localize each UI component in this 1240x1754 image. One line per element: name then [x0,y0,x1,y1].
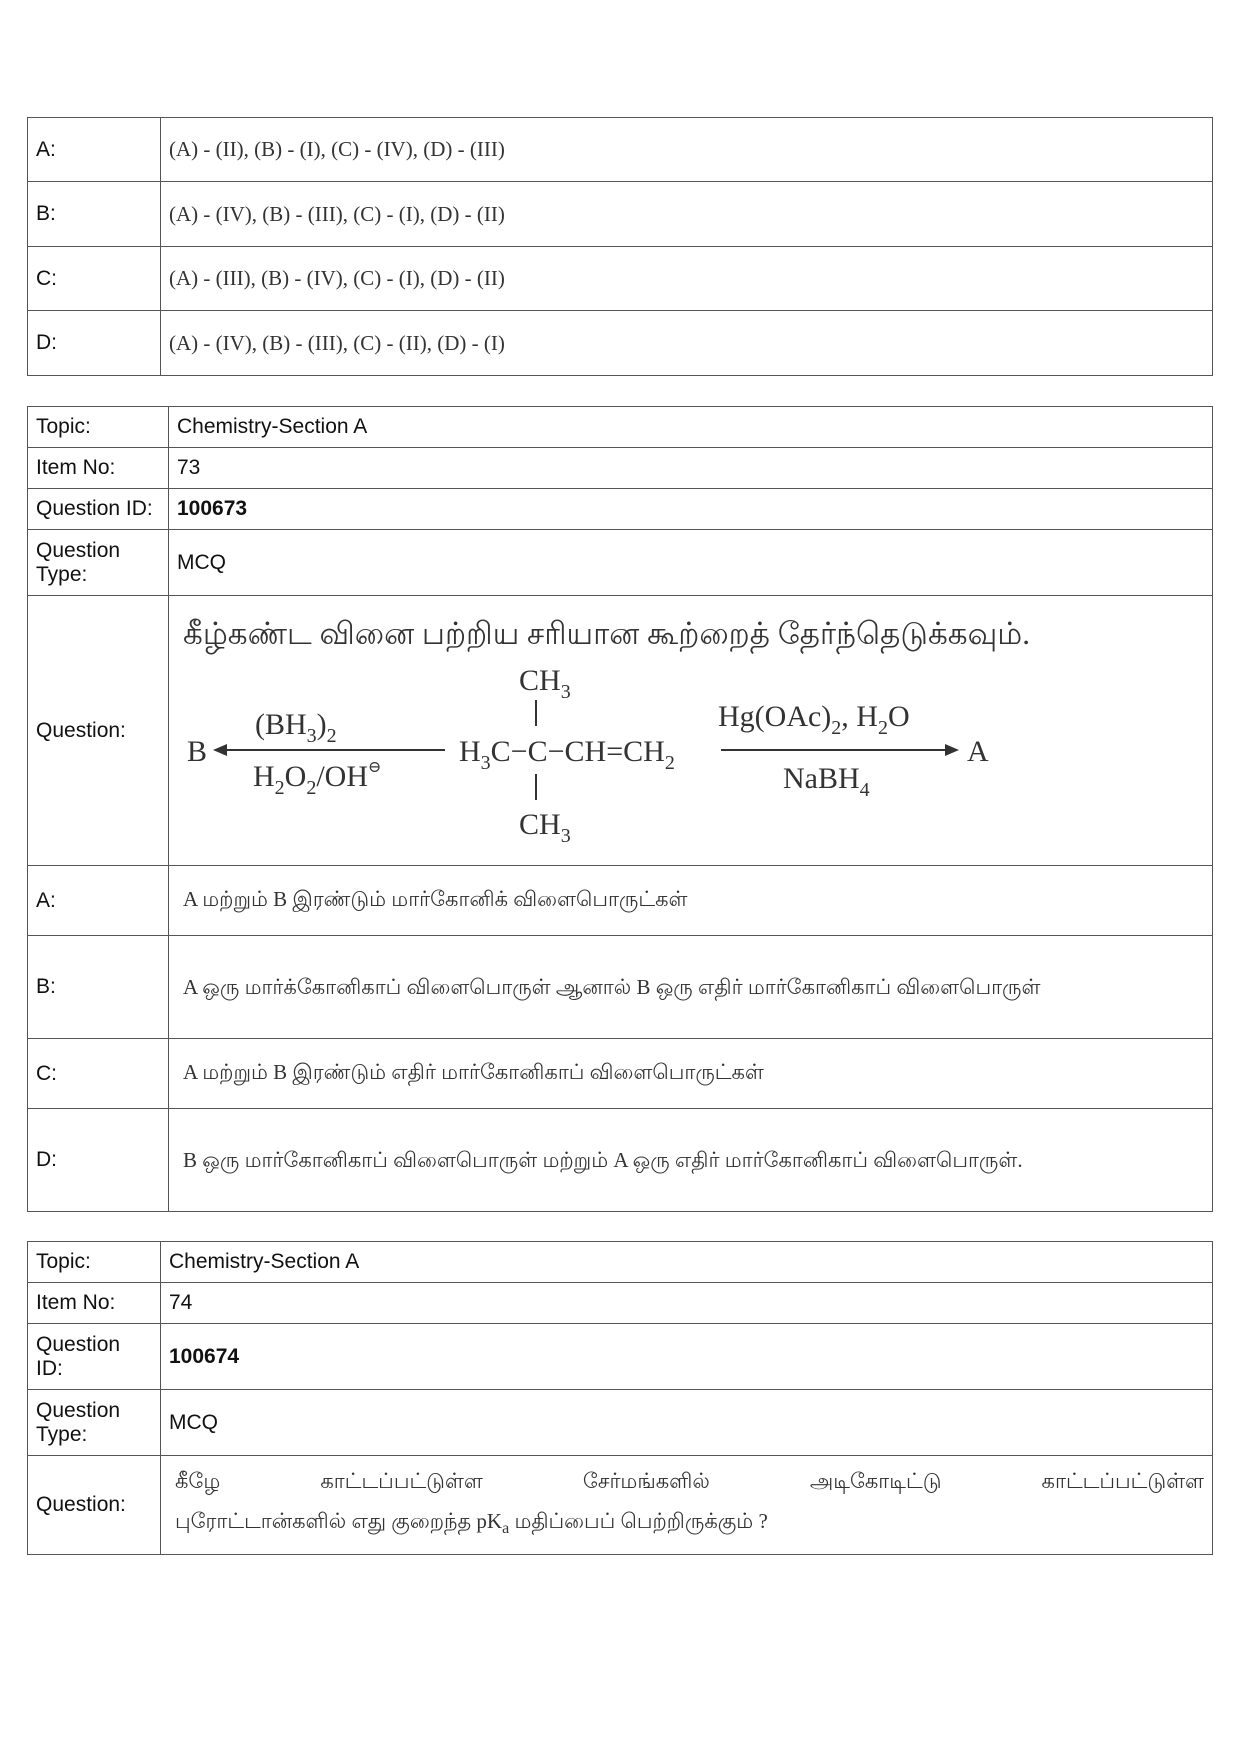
item-no-label: Item No: [28,448,169,489]
question-74-table [27,1241,1213,1555]
option-d-text: B ஒரு மார்கோனிகாப் விளைபொருள் மற்றும் A ஒரு எதிர் மார்கோனிகாப் விளைபொருள். [169,1109,1213,1212]
question-label: Question: [28,596,169,866]
topic-label: Topic: [28,407,169,448]
option-c-label: C: [28,1039,169,1109]
option-b-label: B: [28,182,161,247]
item-no-value: 74 [161,1283,1213,1324]
left-arrowhead [213,744,227,756]
question-id-value: 100674 [161,1324,1213,1390]
previous-question-options [27,117,1213,376]
question-type-label: Question Type: [28,1390,161,1456]
option-c-text: A மற்றும் B இரண்டும் எதிர் மார்கோனிகாப் விளைபொருட்கள் [169,1039,1213,1109]
question-type-label: Question Type: [28,530,169,596]
question-id-label: Question ID: [28,1324,161,1390]
substrate-main: $H_3C-C-CH=CH_2$ [459,734,675,774]
question-id-label: Question ID: [28,489,169,530]
option-c-label: C: [28,247,161,311]
reaction-scheme [183,656,1143,846]
option-a-text: (A) - (II), (B) - (I), (C) - (IV), (D) - (III) [161,118,1213,182]
topic-value: Chemistry-Section A [161,1242,1213,1283]
borohydride-reagent: NaBH$_4$ [783,761,870,801]
peroxide-reagent: $H_2O_2/OH^⊖$ [253,758,382,799]
question-line-1: கீழே காட்டப்பட்டுள்ள சேர்மங்களில் அடிகோடிட்டு காட்டப்பட்டுள்ள [175,1468,1204,1493]
option-b-text: A ஒரு மார்க்கோனிகாப் விளைபொருள் ஆனால் B ஒரு எதிர் மார்கோனிகாப் விளைபொருள் [169,936,1213,1039]
question-text: கீழ்கண்ட வினை பற்றிய சரியான கூற்றைத் தேர்ந்தெடுக்கவும். [183,615,1030,651]
question-body [169,596,1213,866]
option-d-label: D: [28,1109,169,1212]
question-label: Question: [28,1456,161,1555]
item-no-value: 73 [169,448,1213,489]
option-c-text: (A) - (III), (B) - (IV), (C) - (I), (D) - (II) [161,247,1213,311]
methyl-top: $CH_3$ [519,663,571,703]
product-a: A [967,734,989,768]
question-type-value: MCQ [161,1390,1213,1456]
product-b: B [187,734,208,768]
option-d-label: D: [28,311,161,376]
question-73-table [27,406,1213,1212]
item-no-label: Item No: [28,1283,161,1324]
question-id-value: 100673 [169,489,1213,530]
borane-reagent: $(BH_3)_2$ [255,707,337,747]
question-text [161,1456,1213,1555]
option-a-label: A: [28,866,169,936]
option-d-text: (A) - (IV), (B) - (III), (C) - (II), (D) - (I) [161,311,1213,376]
question-type-value: MCQ [169,530,1213,596]
right-arrowhead [945,744,959,756]
topic-label: Topic: [28,1242,161,1283]
option-a-text: A மற்றும் B இரண்டும் மார்கோனிக் விளைபொருட்கள் [169,866,1213,936]
mercury-reagent: $Hg(OAc)_2$, $H_2O$ [718,699,910,739]
topic-value: Chemistry-Section A [169,407,1213,448]
option-b-label: B: [28,936,169,1039]
option-b-text: (A) - (IV), (B) - (III), (C) - (I), (D) - (II) [161,182,1213,247]
option-a-label: A: [28,118,161,182]
methyl-bottom: $CH_3$ [519,807,571,846]
question-line-2: புரோட்டான்களில் எது குறைந்த $pK_a$ மதிப்பைப் பெற்றிருக்கும் ? [175,1508,768,1538]
